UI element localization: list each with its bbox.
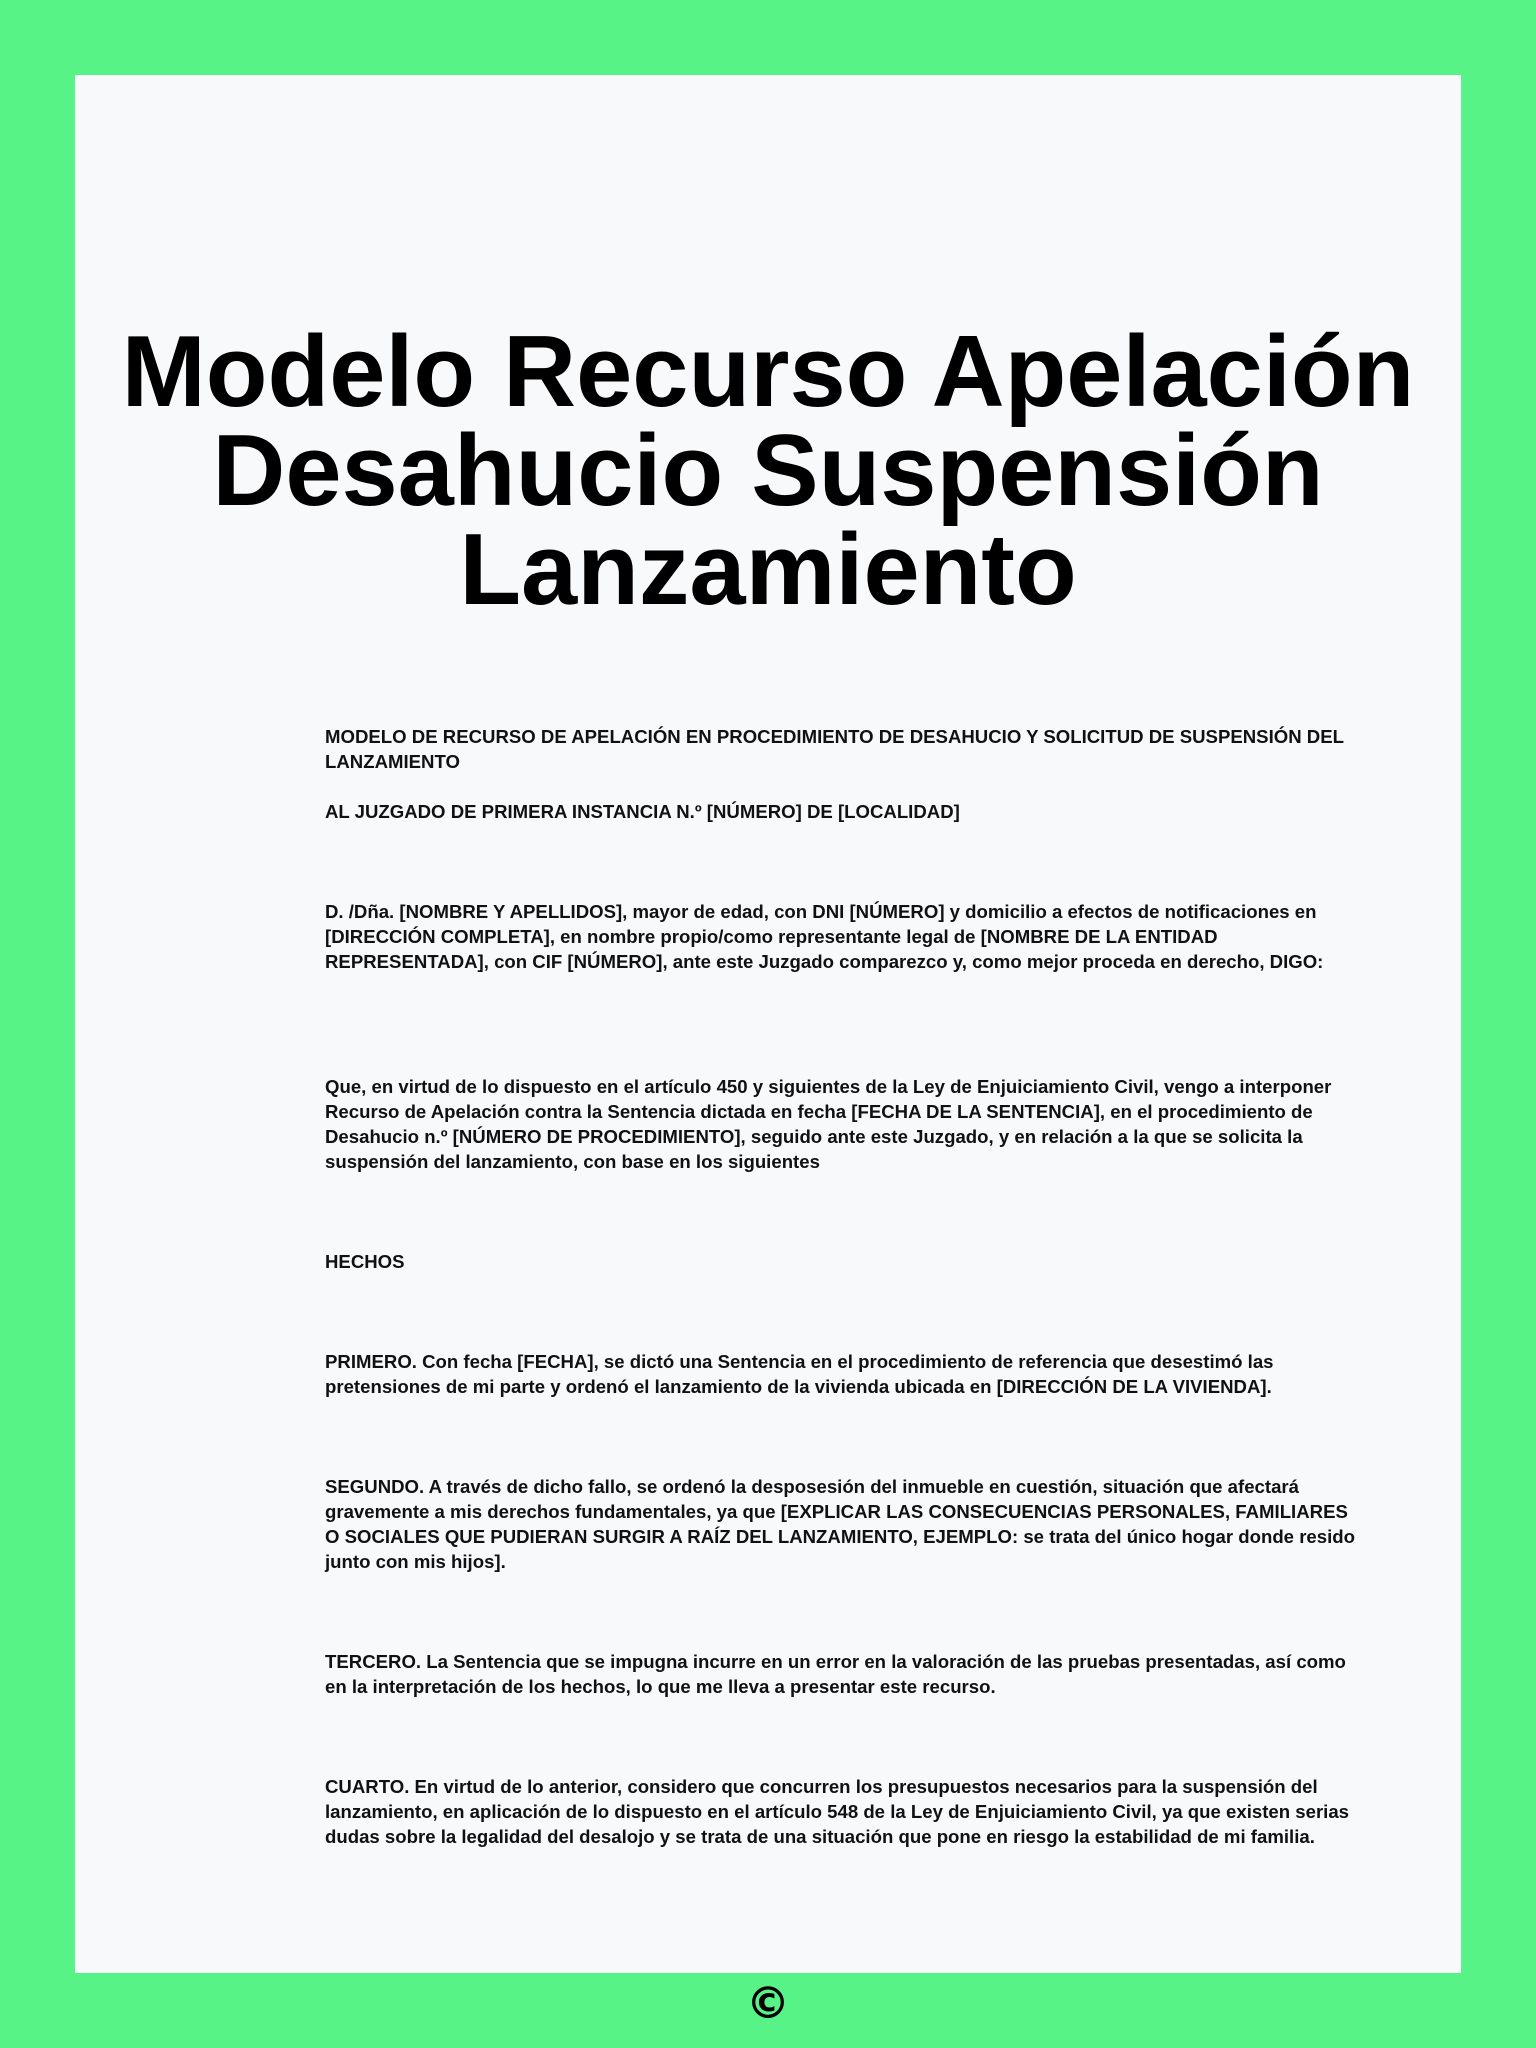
document-page — [75, 75, 1461, 2029]
intro-paragraph: D. /Dña. [NOMBRE Y APELLIDOS], mayor de edad, con DNI [NÚMERO] y domicilio a efectos de notificaciones en [DIRECCIÓN COMPLETA], en nombre propio/como representante legal de [NOMBRE DE LA ENTIDAD REPRESENTADA], con CIF [NÚMERO], ante este Juzgado comparezco y, como mejor proceda en derecho, DIGO: — [325, 901, 1324, 972]
title-line-1: Modelo Recurso Apelación — [121, 316, 1415, 428]
statement-paragraph: Que, en virtud de lo dispuesto en el artículo 450 y siguientes de la Ley de Enjuiciamiento Civil, vengo a interponer Recurso de Apelación contra la Sentencia dictada en fecha [FECHA DE LA SENTENCIA], en el procedimiento de Desahucio n.º [NÚMERO DE PROCEDIMIENTO], seguido ante este Juzgado, y en relación a la que se solicita la suspensión del lanzamiento, con base en los siguientes — [325, 1076, 1332, 1172]
section-heading-hechos: HECHOS — [325, 1251, 405, 1272]
title-line-2: Desahucio Suspensión — [212, 415, 1324, 527]
fact-cuarto: CUARTO. En virtud de lo anterior, considero que concurren los presupuestos necesarios para la suspensión del lanzamiento, en aplicación de lo dispuesto en el artículo 548 de la Ley de Enjuiciamiento Civil, ya que existen serias dudas sobre la legalidad del desalojo y se trata de una situación que pone en riesgo la estabilidad de mi familia. — [325, 1776, 1350, 1847]
fact-tercero: TERCERO. La Sentencia que se impugna incurre en un error en la valoración de las pruebas presentadas, así como en la interpretación de los hechos, lo que me lleva a presentar este recurso. — [325, 1651, 1346, 1697]
copyright-icon: © — [746, 1978, 790, 2029]
title-line-3: Lanzamiento — [459, 514, 1077, 626]
addressee: AL JUZGADO DE PRIMERA INSTANCIA N.º [NÚMERO] DE [LOCALIDAD] — [325, 801, 960, 822]
document-title — [75, 316, 1461, 626]
fact-segundo: SEGUNDO. A través de dicho fallo, se ordenó la desposesión del inmueble en cuestión, situación que afectará gravemente a mis derechos fundamentales, ya que [EXPLICAR LAS CONSECUENCIAS PERSONALES, FAMILIARES O SOCIALES QUE PUDIERAN SURGIR A RAÍZ DEL LANZAMIENTO, EJEMPLO: se trata del único hogar donde resido junto con mis hijos]. — [325, 1476, 1355, 1572]
fact-primero: PRIMERO. Con fecha [FECHA], se dictó una Sentencia en el procedimiento de referencia que desestimó las pretensiones de mi parte y ordenó el lanzamiento de la vivienda ubicada en [DIRECCIÓN DE LA VIVIENDA]. — [325, 1351, 1274, 1397]
document-heading: MODELO DE RECURSO DE APELACIÓN EN PROCEDIMIENTO DE DESAHUCIO Y SOLICITUD DE SUSPENSIÓN DEL LANZAMIENTO — [325, 726, 1344, 772]
